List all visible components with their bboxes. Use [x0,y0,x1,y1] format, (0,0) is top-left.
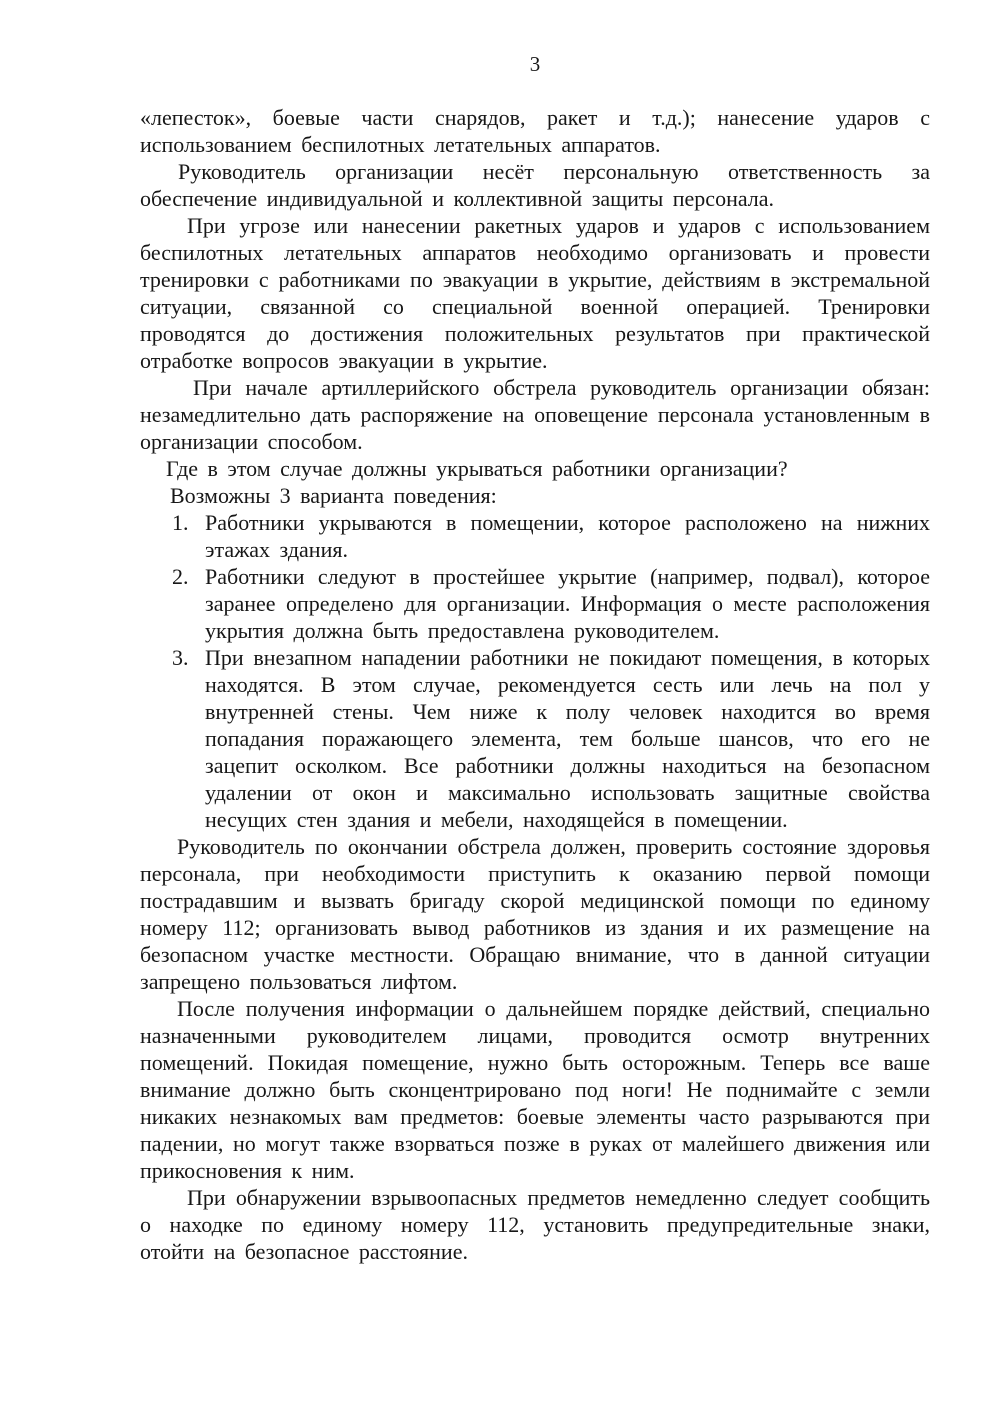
page-number: 3 [529,52,541,76]
list-item [140,509,930,563]
paragraph: При начале артиллерийского обстрела руководитель организации обязан: незамедлительно дать распоряжение на оповещение персонала установленным в организации способом. [140,375,930,454]
paragraph: При обнаружении взрывоопасных предметов немедленно следует сообщить о находке по единому номеру 112, установить предупредительные знаки, отойти на безопасное расстояние. [140,1185,930,1264]
paragraph: «лепесток», боевые части снарядов, ракет и т.д.); нанесение ударов с использованием беспилотных летательных аппаратов. [140,105,930,157]
list-item-text: Работники укрываются в помещении, которое расположено на нижних этажах здания. [205,510,930,562]
paragraph: После получения информации о дальнейшем порядке действий, специально назначенными руководителем лицами, проводится осмотр внутренних помещений. Покидая помещение, нужно быть осторожным. Теперь все ваше внимание должно быть сконцентрировано под ноги! Не поднимайте с земли никаких незнакомых вам предметов: боевые элементы часто разрываются при падении, но могут также взорваться позже в руках от малейшего движения или прикосновения к ним. [140,996,930,1183]
paragraph: Руководитель по окончании обстрела должен, проверить состояние здоровья персонала, при необходимости приступить к оказанию первой помощи пострадавшим и вызвать бригаду скорой медицинской помощи по единому номеру 112; организовать вывод работников из здания и их размещение на безопасном участке местности. Обращаю внимание, что в данной ситуации запрещено пользоваться лифтом. [140,834,930,994]
list-item [140,563,930,644]
paragraph: Возможны 3 варианта поведения: [170,483,497,508]
list-item-number: 1. [172,510,189,535]
paragraph: Руководитель организации несёт персональную ответственность за обеспечение индивидуальной и коллективной защиты персонала. [140,159,930,211]
list-item-number: 2. [172,564,189,589]
list-item-number: 3. [172,645,189,670]
paragraph: Где в этом случае должны укрываться работники организации? [166,456,788,481]
document-body [140,104,930,1265]
list-item-text: Работники следуют в простейшее укрытие (например, подвал), которое заранее определено для организации. Информация о месте расположения укрытия должна быть предоставлена руководителем. [205,564,930,643]
list-item [140,644,930,833]
paragraph: При угрозе или нанесении ракетных ударов и ударов с использованием беспилотных летательных аппаратов необходимо организовать и провести тренировки с работниками по эвакуации в укрытие, действиям в экстремальной ситуации, связанной со специальной военной операцией. Тренировки проводятся до достижения положительных результатов при практической отработке вопросов эвакуации в укрытие. [140,213,930,373]
list-item-text: При внезапном нападении работники не покидают помещения, в которых находятся. В этом случае, рекомендуется сесть или лечь на пол у внутренней стены. Чем ниже к полу человек находится во время попадания поражающего элемента, тем больше шансов, что его не зацепит осколком. Все работники должны находиться на безопасном удалении от окон и максимально использовать защитные свойства несущих стен здания и мебели, находящейся в помещении. [205,645,930,832]
